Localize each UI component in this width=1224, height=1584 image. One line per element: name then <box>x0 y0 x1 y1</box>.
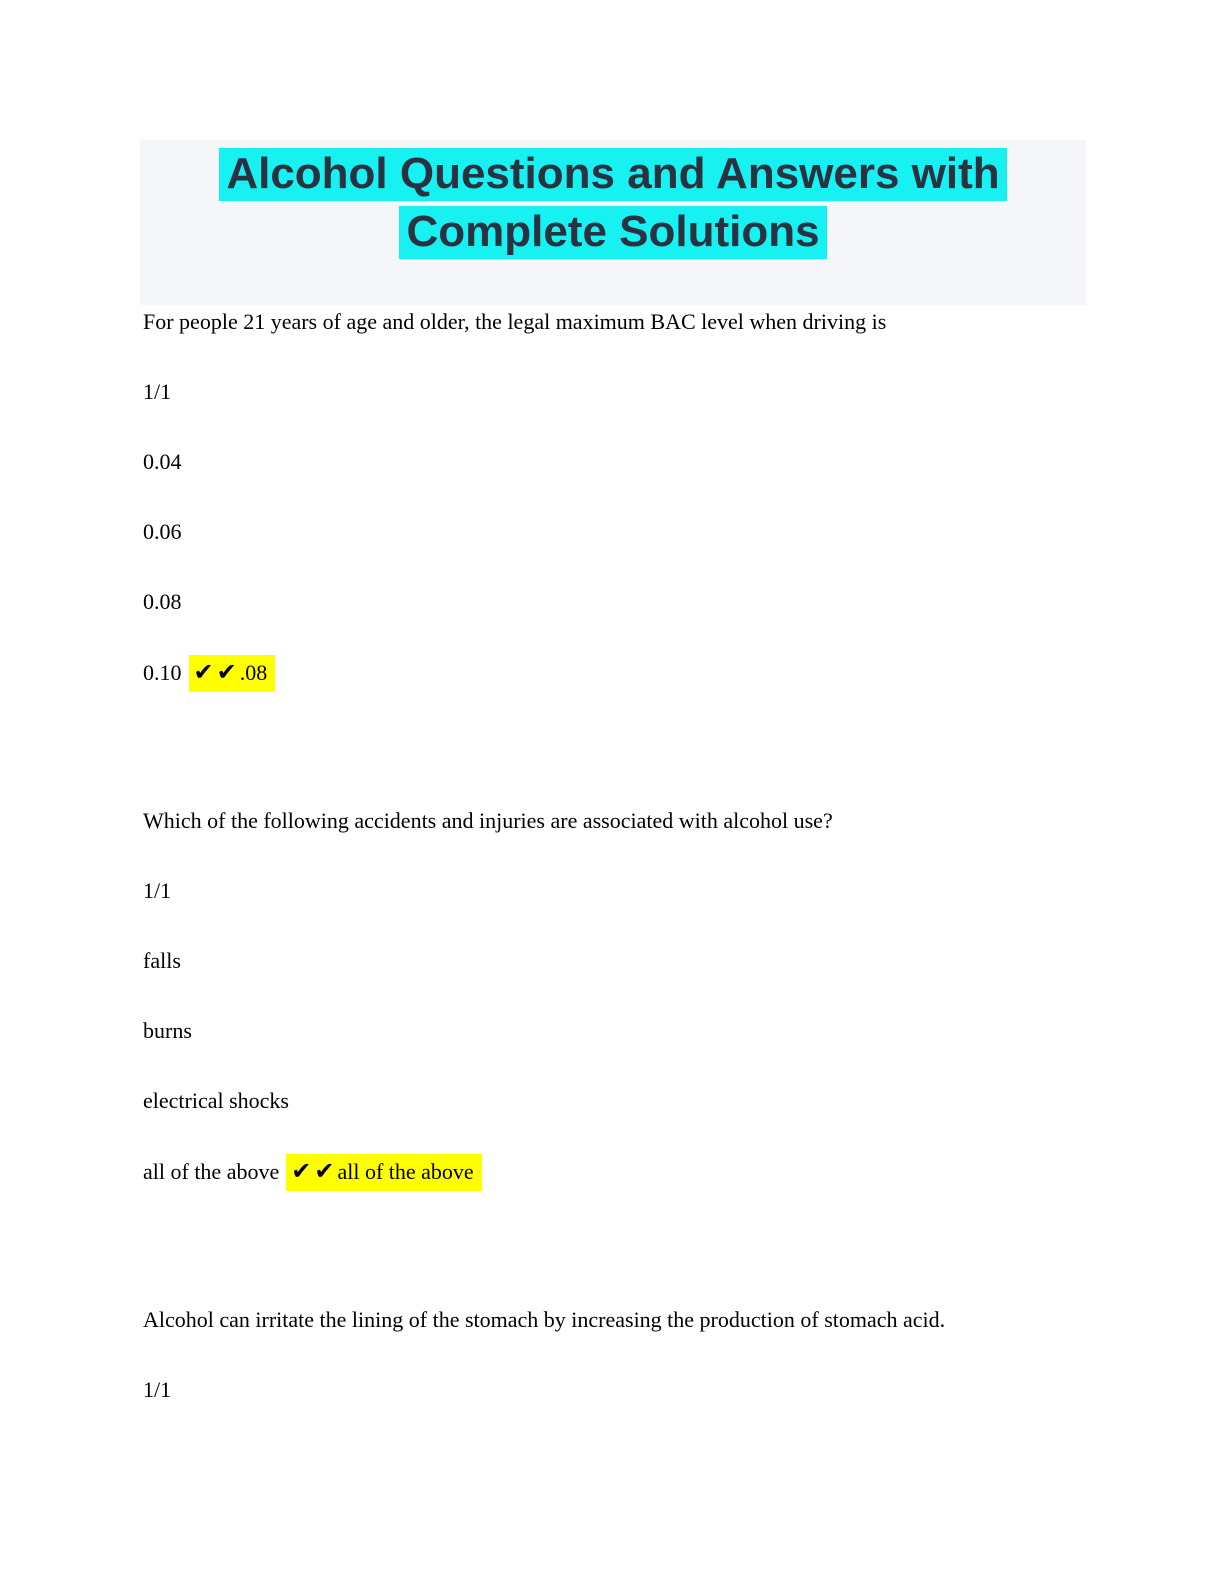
answer-option: 0.06 <box>143 519 182 544</box>
answer-option: 0.08 <box>143 589 182 614</box>
double-checkmark-icon: ✔✔ <box>193 658 240 686</box>
answer-option: burns <box>143 1018 192 1043</box>
question-text: Which of the following accidents and injuries are associated with alcohol use? <box>143 808 833 833</box>
answer-option: 0.04 <box>143 449 182 474</box>
document-title-row2 <box>140 203 1086 261</box>
correct-answer-highlight <box>189 655 276 692</box>
correct-answer-highlight <box>286 1154 481 1191</box>
document-body <box>143 308 1143 1446</box>
question-separator <box>143 1227 1143 1306</box>
score-text: 1/1 <box>143 1377 172 1402</box>
double-checkmark-icon: ✔✔ <box>291 1157 338 1185</box>
question-text: For people 21 years of age and older, the legal maximum BAC level when driving is <box>143 309 887 334</box>
answer-option: electrical shocks <box>143 1088 289 1113</box>
answer-option: 0.10 <box>143 660 182 685</box>
score-text: 1/1 <box>143 878 172 903</box>
final-answer-line <box>143 1157 1143 1227</box>
document-title-line1: Alcohol Questions and Answers with <box>219 148 1006 201</box>
final-answer-line <box>143 658 1143 728</box>
question-separator <box>143 728 1143 807</box>
answer-option: all of the above <box>143 1159 280 1184</box>
correct-answer-text: all of the above <box>337 1159 474 1184</box>
document-title-row1 <box>140 145 1086 203</box>
question-text: Alcohol can irritate the lining of the stomach by increasing the production of stomach acid. <box>143 1307 946 1332</box>
score-text: 1/1 <box>143 379 172 404</box>
answer-option: falls <box>143 948 181 973</box>
document-title-line2: Complete Solutions <box>399 206 826 259</box>
correct-answer-text: .08 <box>239 660 268 685</box>
document-title <box>140 145 1086 261</box>
title-block <box>140 140 1086 305</box>
